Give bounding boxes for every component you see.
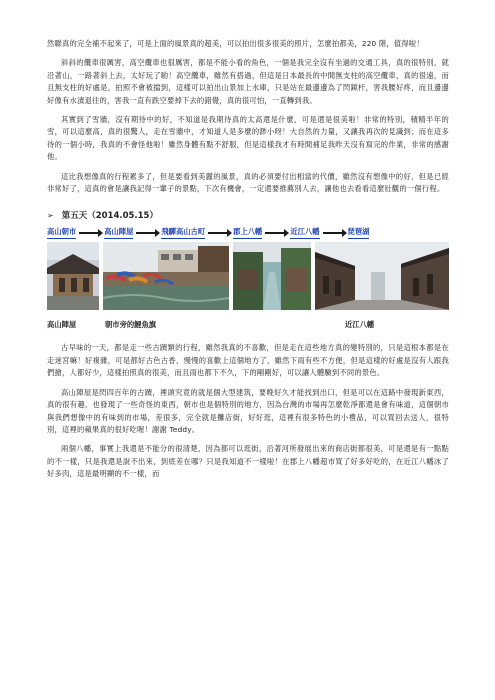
caption-middle: 朝市旁的鯉魚旗 <box>105 320 157 330</box>
route-stop-2: 高山陣屋 <box>104 227 133 239</box>
route-stop-5: 近江八幡 <box>290 227 319 239</box>
paragraph-2: 斜斜的纜車很厲害，高空纜車也很厲害，都是不能小看的角色，一個是我完全沒有坐過的交通工具，真的很特別，就沿著山，一路著斜上去，太好玩了喲！高空纜車，雖然有搭過，但這是日本最長的中間無支柱的高空纜車，真的很遠，而且無支柱的好處是，拍照不會被擋到，這樣可以拍出山景加上水庫，只是站在最邊邊為了閃鏡杆，害我腰好疼，而且邊邊好像有水漬退往的，害我一直有跌空要掉下去的錯覺，真的很可怕，一直轉到我。 <box>47 58 449 105</box>
paragraph-6: 高山陣屋是閃四百年的古蹟，裡頭究竟的就是個大型建筑，要晚好久才能找到出口，但是可以在這路中發現新東西，真的很有趣，也發現了一些奇怪的東西，朝市也是個特別的地方，因為台灣的市場再怎麼乾淨都還是會有味道，這個朝市與我們想像中的有味到的市場，差很多，完全就是攤店街，好好逛，這裡有很多特色的小禮品，可以買回去送人，很特別，這裡的蘋果真的很好吃喔！謝謝 Teddy。 <box>47 387 449 434</box>
bullet-arrow-icon: ➢ <box>47 210 54 220</box>
route-arrow-icon <box>323 232 345 234</box>
route-line <box>47 227 449 239</box>
photo-strip <box>47 242 449 310</box>
route-arrow-icon <box>136 232 158 234</box>
paragraph-1: 然聯真的完全補不起來了，可是上面的風景真的超美，可以拍出很多很美的照片，怎麼拍都美，220 階，值得啦！ <box>47 39 424 48</box>
photo-carp-streamers <box>103 242 229 310</box>
paragraph-5: 古早味的一天，都是走一些古蹟類的行程，雖然我真的不喜歡，但是走在這些地方真的變特別的，只是這根本都是在走迷宮嘛！好複雜，可是都好古色古香，慢慢的喜歡上這個地方了，雖然下雨有些不方便，但是這樣的好處是沒有人跟我們搶，人都好少，這樣拍照真的很美，而且雨也都下不久，下的剛剛好，可以讓人體驗到不同的景色。 <box>47 343 449 378</box>
photo-captions <box>47 320 449 332</box>
route-arrow-icon <box>79 232 101 234</box>
paragraph-3: 其實到了雪牆，沒有期待中的好，不知道是我期待真的太高還是什麼，可是還是很美啦！非常的特別，積精半年的雪，可以這麼高，真的很驚人，走在雪牆中，才知道人是多麼的渺小呀！大自然的力量，又讓我再次的見識到；而在這多待的一個小時，我真的不會怪他啦！雖然身體有點不舒服，但是這樣我才有時間補足我昨天沒有寫完的作業，非常的感謝他。 <box>47 115 449 162</box>
paragraph-4: 這比我想像真的行程累多了，但是要看到美麗的風景，真的必須要付出相當的代價，雖然沒有想像中的好，但是已經非常好了，這真的會是讓我記得一輩子的景點，下次有機會，一定還要推薦別人去，讓他也去看看這麼壯觀的一個行程。 <box>47 171 449 194</box>
route-stop-4: 郡上八幡 <box>233 227 262 239</box>
document-page <box>47 38 449 488</box>
route-stop-6: 琵琶湖 <box>348 227 370 239</box>
route-stop-1: 高山朝市 <box>47 227 76 239</box>
top-text-section <box>47 38 449 195</box>
route-stop-3: 飛驒高山古町 <box>161 227 205 239</box>
photo-omi-hachiman <box>315 242 449 310</box>
day-heading-label: 第五天（2014.05.15） <box>61 211 158 222</box>
caption-left: 高山陣屋 <box>47 320 77 330</box>
paragraph-7: 兩個八幡，事實上我還是不能分的很清楚，因為都可以逛街，沿著河所發展出來的商店街都很美，可是還是有一點點的不一樣，只是我還是說不出來，到底差在哪？只是我知道不一樣啦！在郡上八幡超市買了好多好吃的，在近江八幡冰了好多肉，這是最明顯的不一樣，而 <box>47 444 449 479</box>
photo-gujo-hachiman <box>233 242 311 310</box>
day-heading <box>47 209 449 221</box>
route-arrow-icon <box>265 232 287 234</box>
photo-takayama-jinya <box>47 242 99 310</box>
caption-right: 近江八幡 <box>345 320 375 330</box>
bottom-text-section <box>47 342 449 480</box>
route-arrow-icon <box>208 232 230 234</box>
